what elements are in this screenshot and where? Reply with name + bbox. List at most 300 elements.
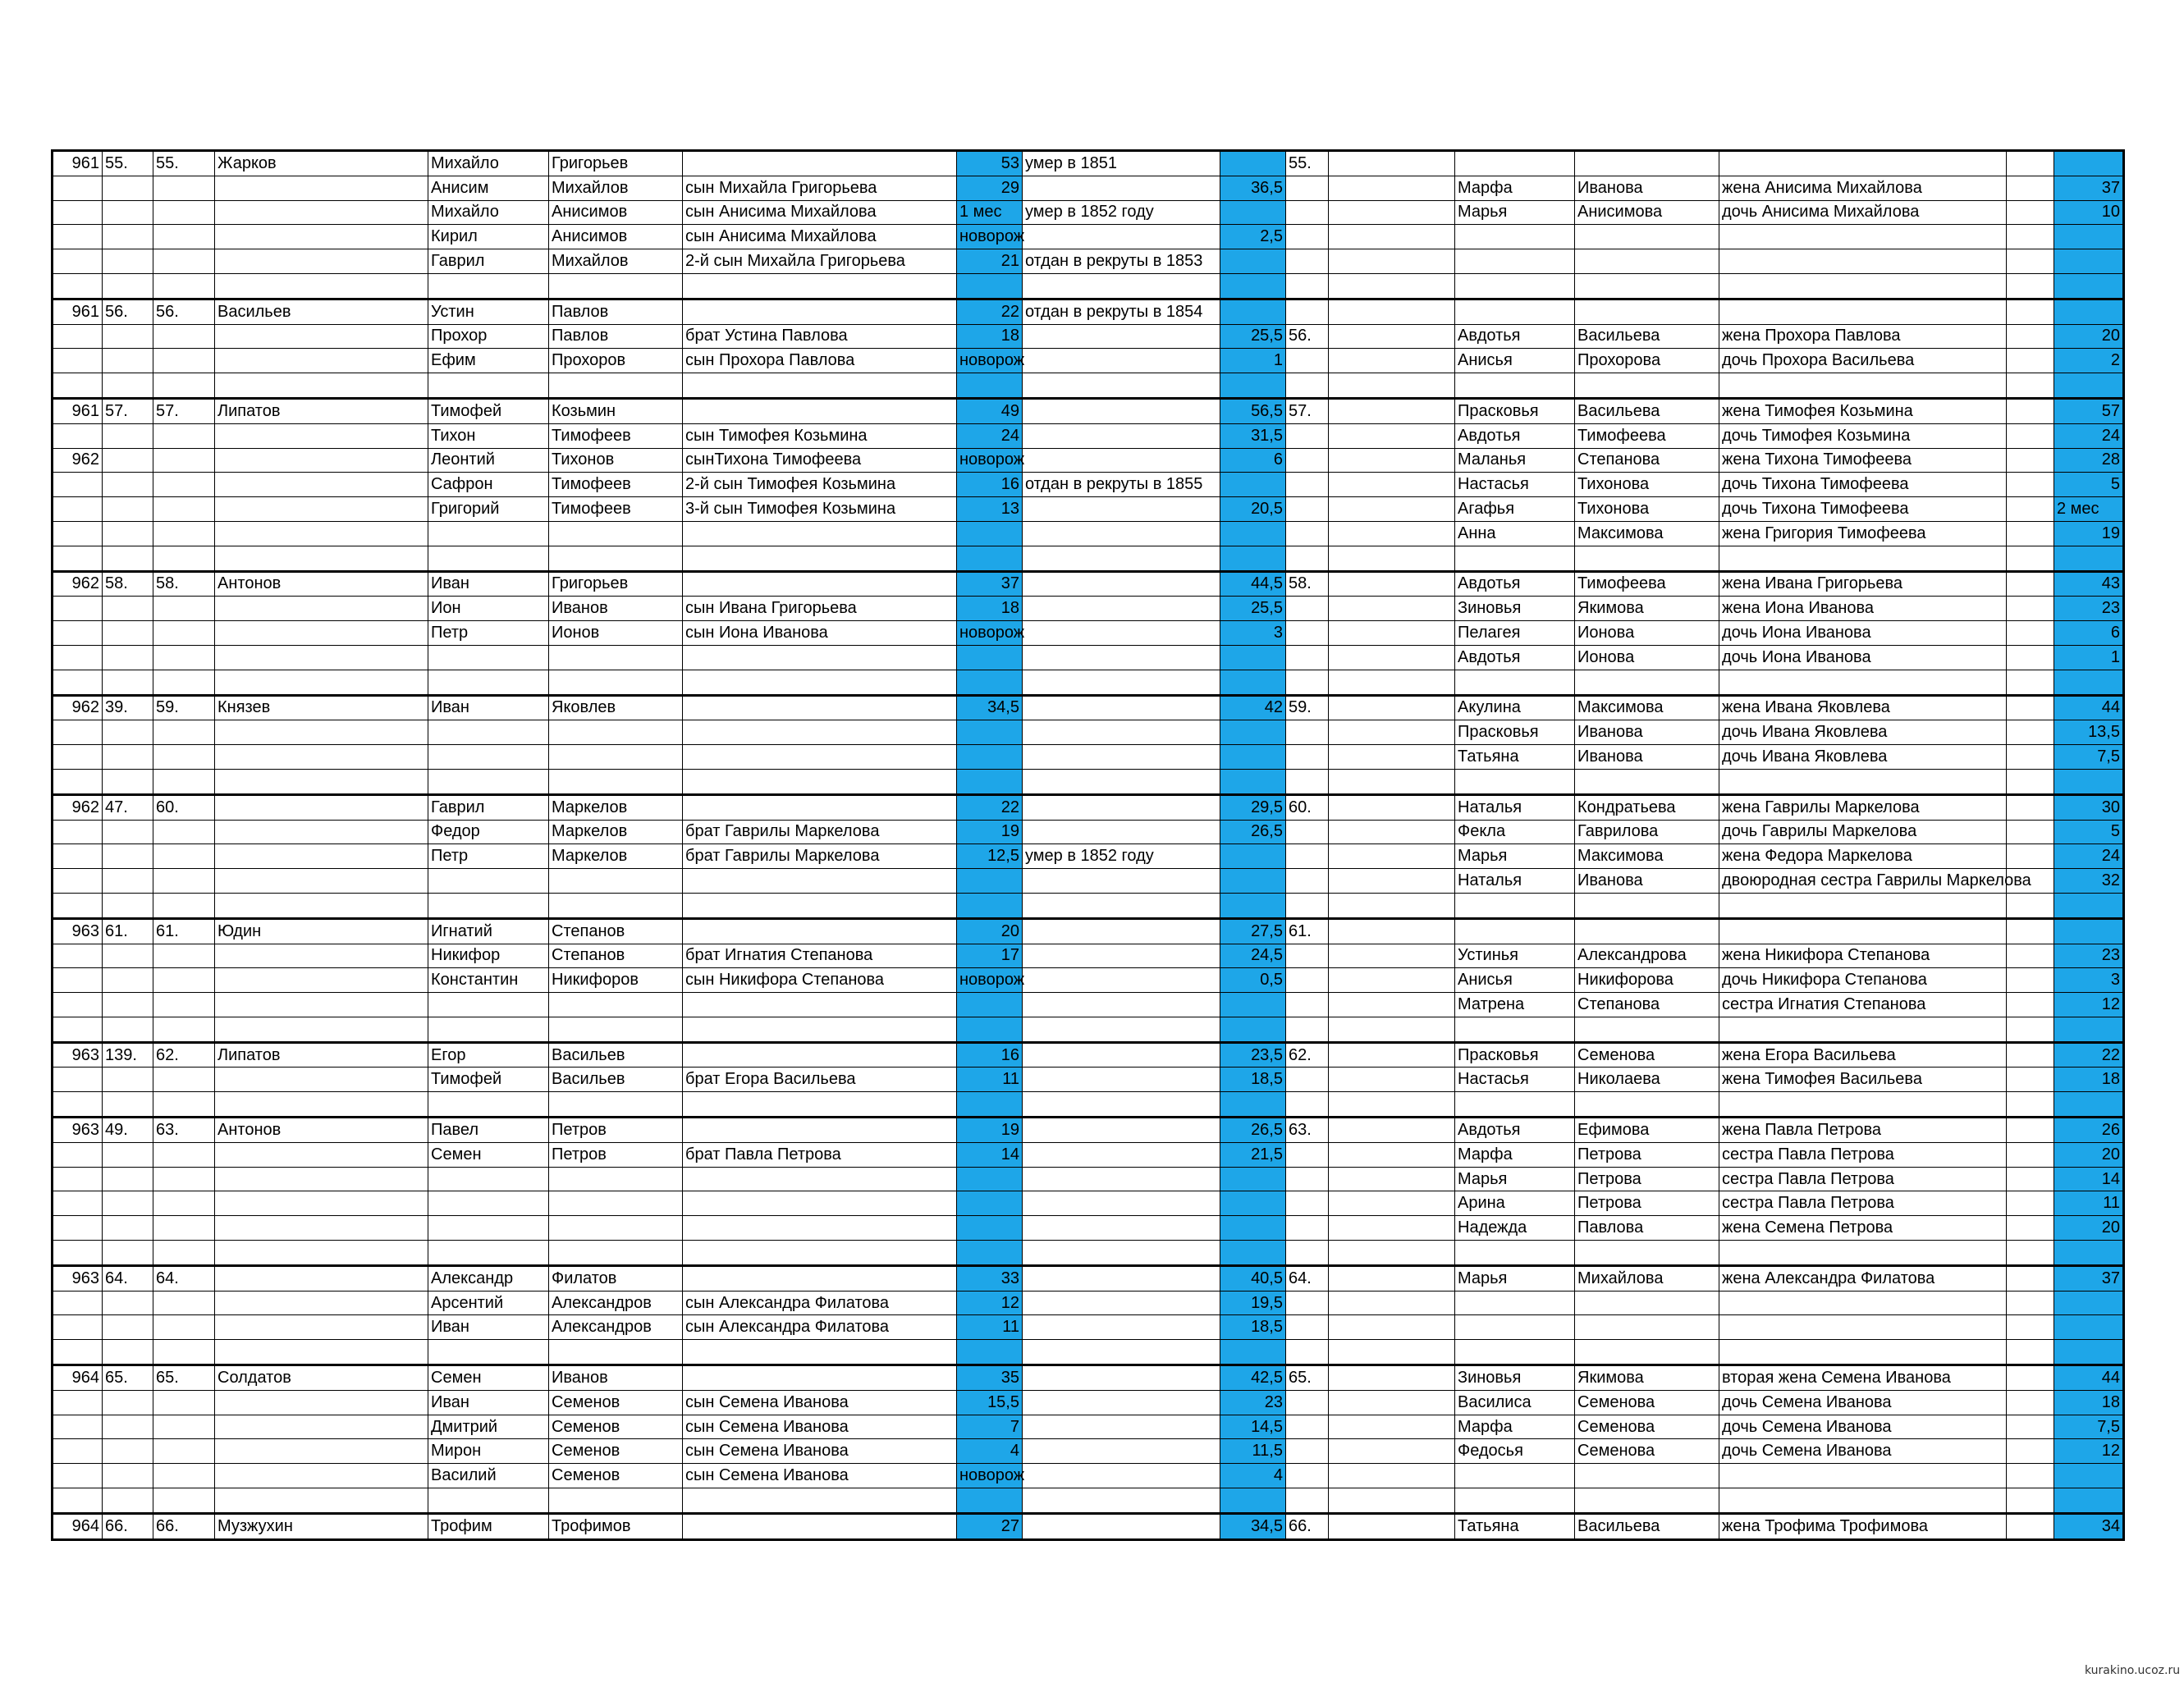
cell-old-household-number (103, 1464, 153, 1488)
cell-old-household-number: 64. (103, 1265, 153, 1291)
cell-female-first-name (1455, 546, 1575, 571)
cell-sheet-number (53, 1092, 103, 1118)
cell-male-age-1850 (957, 769, 1023, 794)
cell-male-age-1858: 14,5 (1220, 1415, 1286, 1439)
cell-spacer-2 (2007, 794, 2054, 820)
cell-old-household-number (103, 273, 153, 299)
cell-household-number (153, 1464, 215, 1488)
cell-female-patronymic (1575, 918, 1719, 944)
cell-old-household-number (103, 448, 153, 473)
cell-male-age-1850: 22 (957, 794, 1023, 820)
cell-household-number-1858 (1286, 1291, 1329, 1315)
cell-female-patronymic: Тихонова (1575, 497, 1719, 522)
cell-spacer-2 (2007, 151, 2054, 176)
cell-female-first-name: Марья (1455, 1265, 1575, 1291)
table-row (53, 1291, 2124, 1315)
cell-male-first-name: Федор (428, 820, 549, 844)
cell-spacer-2 (2007, 324, 2054, 349)
cell-female-patronymic (1575, 273, 1719, 299)
cell-male-age-1850: новорож (957, 1464, 1023, 1488)
cell-old-household-number: 58. (103, 571, 153, 597)
cell-male-relation: сын Анисима Михайлова (683, 200, 957, 225)
table-row (53, 1415, 2124, 1439)
cell-female-relation (1719, 1488, 2007, 1514)
cell-male-first-name (428, 1340, 549, 1365)
cell-male-first-name: Анисим (428, 176, 549, 200)
cell-female-relation (1719, 546, 2007, 571)
cell-household-number (153, 893, 215, 918)
cell-female-relation: дочь Прохора Васильева (1719, 349, 2007, 373)
cell-male-age-1858: 19,5 (1220, 1291, 1286, 1315)
cell-male-first-name: Устин (428, 299, 549, 324)
cell-female-first-name: Наталья (1455, 869, 1575, 894)
cell-male-first-name: Петр (428, 844, 549, 869)
cell-male-age-1850: 20 (957, 918, 1023, 944)
cell-female-age-1858: 6 (2054, 621, 2124, 646)
cell-old-household-number (103, 324, 153, 349)
cell-male-note (1023, 769, 1220, 794)
cell-male-note (1023, 1092, 1220, 1118)
cell-female-age-1858 (2054, 918, 2124, 944)
cell-female-age-1858: 44 (2054, 695, 2124, 720)
cell-male-relation (683, 1488, 957, 1514)
cell-male-first-name: Кирил (428, 225, 549, 249)
cell-male-age-1850: 18 (957, 324, 1023, 349)
cell-spacer (1329, 918, 1455, 944)
cell-male-patronymic (549, 521, 683, 546)
cell-spacer (1329, 176, 1455, 200)
cell-female-first-name: Марфа (1455, 1142, 1575, 1167)
cell-male-patronymic (549, 769, 683, 794)
cell-male-first-name: Мирон (428, 1439, 549, 1464)
cell-household-number-1858 (1286, 944, 1329, 968)
cell-male-relation: сын Александра Филатова (683, 1315, 957, 1340)
table-row (53, 1142, 2124, 1167)
cell-male-first-name: Тимофей (428, 398, 549, 423)
cell-male-age-1858 (1220, 521, 1286, 546)
cell-household-number (153, 423, 215, 448)
cell-male-patronymic: Павлов (549, 299, 683, 324)
cell-spacer-2 (2007, 448, 2054, 473)
cell-old-household-number (103, 745, 153, 770)
cell-household-number-1858 (1286, 1216, 1329, 1241)
cell-spacer-2 (2007, 1488, 2054, 1514)
cell-female-age-1858 (2054, 1488, 2124, 1514)
cell-male-note (1023, 820, 1220, 844)
cell-male-age-1850: новорож (957, 448, 1023, 473)
cell-male-note (1023, 745, 1220, 770)
cell-spacer (1329, 1142, 1455, 1167)
cell-male-note (1023, 225, 1220, 249)
cell-female-first-name: Матрена (1455, 993, 1575, 1017)
table-row (53, 1488, 2124, 1514)
cell-surname (215, 968, 428, 993)
cell-household-number-1858 (1286, 423, 1329, 448)
cell-surname (215, 448, 428, 473)
cell-female-age-1858: 7,5 (2054, 1415, 2124, 1439)
cell-female-relation: жена Александра Филатова (1719, 1265, 2007, 1291)
cell-old-household-number (103, 1291, 153, 1315)
cell-sheet-number: 961 (53, 398, 103, 423)
cell-spacer (1329, 324, 1455, 349)
cell-male-age-1858 (1220, 645, 1286, 670)
cell-spacer-2 (2007, 893, 2054, 918)
cell-household-number-1858 (1286, 893, 1329, 918)
cell-male-relation (683, 695, 957, 720)
cell-male-patronymic: Павлов (549, 324, 683, 349)
cell-male-relation: сын Александра Филатова (683, 1291, 957, 1315)
cell-old-household-number (103, 373, 153, 399)
cell-female-age-1858 (2054, 1291, 2124, 1315)
cell-old-household-number (103, 670, 153, 695)
cell-female-patronymic: Иванова (1575, 720, 1719, 745)
cell-female-first-name: Авдотья (1455, 571, 1575, 597)
table-row (53, 249, 2124, 274)
cell-female-relation (1719, 1291, 2007, 1315)
cell-male-relation: сын Тимофея Козьмина (683, 423, 957, 448)
cell-surname: Липатов (215, 398, 428, 423)
cell-household-number-1858: 56. (1286, 324, 1329, 349)
cell-female-first-name (1455, 273, 1575, 299)
cell-male-note (1023, 1216, 1220, 1241)
cell-male-patronymic (549, 745, 683, 770)
cell-old-household-number (103, 1390, 153, 1415)
cell-male-age-1850 (957, 720, 1023, 745)
cell-male-age-1858 (1220, 1241, 1286, 1266)
cell-sheet-number (53, 349, 103, 373)
cell-old-household-number (103, 769, 153, 794)
cell-household-number (153, 820, 215, 844)
cell-spacer (1329, 225, 1455, 249)
cell-household-number (153, 1315, 215, 1340)
cell-spacer (1329, 1068, 1455, 1092)
cell-female-patronymic (1575, 1315, 1719, 1340)
cell-male-patronymic (549, 1340, 683, 1365)
cell-female-age-1858 (2054, 373, 2124, 399)
cell-spacer (1329, 1513, 1455, 1539)
cell-female-first-name (1455, 1017, 1575, 1042)
cell-female-first-name: Татьяна (1455, 745, 1575, 770)
cell-male-note (1023, 720, 1220, 745)
cell-household-number-1858: 61. (1286, 918, 1329, 944)
cell-spacer (1329, 1216, 1455, 1241)
cell-male-patronymic: Васильев (549, 1068, 683, 1092)
cell-male-relation (683, 1241, 957, 1266)
cell-female-first-name: Прасковья (1455, 720, 1575, 745)
cell-male-patronymic (549, 1191, 683, 1216)
cell-male-age-1850 (957, 745, 1023, 770)
cell-female-patronymic: Иванова (1575, 869, 1719, 894)
cell-male-note (1023, 1118, 1220, 1143)
table-row (53, 769, 2124, 794)
cell-male-relation (683, 1216, 957, 1241)
cell-household-number-1858 (1286, 1340, 1329, 1365)
cell-female-relation: жена Прохора Павлова (1719, 324, 2007, 349)
cell-household-number-1858 (1286, 225, 1329, 249)
cell-female-age-1858 (2054, 1092, 2124, 1118)
cell-female-relation: сестра Игнатия Степанова (1719, 993, 2007, 1017)
cell-female-first-name: Федосья (1455, 1439, 1575, 1464)
cell-spacer-2 (2007, 1464, 2054, 1488)
cell-old-household-number (103, 497, 153, 522)
cell-female-patronymic: Николаева (1575, 1068, 1719, 1092)
cell-male-relation (683, 521, 957, 546)
cell-sheet-number (53, 1068, 103, 1092)
cell-female-first-name: Авдотья (1455, 645, 1575, 670)
cell-spacer-2 (2007, 1042, 2054, 1068)
cell-male-relation (683, 993, 957, 1017)
cell-male-age-1858: 25,5 (1220, 597, 1286, 621)
cell-male-first-name: Иван (428, 1315, 549, 1340)
cell-male-first-name (428, 1191, 549, 1216)
cell-female-age-1858 (2054, 670, 2124, 695)
cell-male-patronymic: Семенов (549, 1415, 683, 1439)
cell-surname (215, 869, 428, 894)
cell-male-patronymic: Семенов (549, 1439, 683, 1464)
cell-male-first-name (428, 521, 549, 546)
cell-female-age-1858: 3 (2054, 968, 2124, 993)
cell-female-relation: сестра Павла Петрова (1719, 1142, 2007, 1167)
cell-male-relation (683, 571, 957, 597)
cell-female-first-name: Марья (1455, 844, 1575, 869)
cell-female-first-name: Наталья (1455, 794, 1575, 820)
cell-old-household-number (103, 1092, 153, 1118)
cell-female-patronymic: Тимофеева (1575, 423, 1719, 448)
cell-female-relation: жена Григория Тимофеева (1719, 521, 2007, 546)
cell-household-number (153, 645, 215, 670)
cell-sheet-number: 963 (53, 1265, 103, 1291)
cell-spacer (1329, 1291, 1455, 1315)
cell-spacer-2 (2007, 820, 2054, 844)
cell-surname (215, 597, 428, 621)
cell-spacer-2 (2007, 1068, 2054, 1092)
cell-household-number (153, 473, 215, 497)
cell-male-patronymic: Александров (549, 1315, 683, 1340)
cell-male-relation: брат Павла Петрова (683, 1142, 957, 1167)
cell-male-relation: сын Семена Иванова (683, 1464, 957, 1488)
cell-female-patronymic: Семенова (1575, 1439, 1719, 1464)
cell-sheet-number (53, 176, 103, 200)
cell-male-first-name: Иван (428, 1390, 549, 1415)
cell-spacer (1329, 1265, 1455, 1291)
cell-household-number (153, 1068, 215, 1092)
cell-sheet-number: 962 (53, 794, 103, 820)
cell-female-relation (1719, 1017, 2007, 1042)
cell-female-patronymic (1575, 1017, 1719, 1042)
cell-male-age-1858 (1220, 1092, 1286, 1118)
cell-male-first-name (428, 670, 549, 695)
cell-surname (215, 497, 428, 522)
cell-male-first-name: Александр (428, 1265, 549, 1291)
cell-female-first-name (1455, 373, 1575, 399)
cell-female-patronymic (1575, 225, 1719, 249)
cell-spacer (1329, 1439, 1455, 1464)
cell-old-household-number (103, 844, 153, 869)
cell-male-patronymic: Маркелов (549, 820, 683, 844)
cell-male-patronymic (549, 373, 683, 399)
cell-old-household-number (103, 1488, 153, 1514)
cell-male-note (1023, 423, 1220, 448)
cell-male-patronymic (549, 993, 683, 1017)
cell-male-note (1023, 670, 1220, 695)
cell-old-household-number (103, 1142, 153, 1167)
cell-male-relation: брат Егора Васильева (683, 1068, 957, 1092)
cell-sheet-number (53, 769, 103, 794)
cell-female-age-1858: 18 (2054, 1390, 2124, 1415)
cell-male-age-1850 (957, 869, 1023, 894)
cell-sheet-number (53, 621, 103, 646)
cell-male-first-name (428, 993, 549, 1017)
cell-male-age-1858 (1220, 299, 1286, 324)
cell-female-relation: жена Тимофея Васильева (1719, 1068, 2007, 1092)
cell-female-age-1858 (2054, 546, 2124, 571)
cell-household-number (153, 1390, 215, 1415)
cell-female-age-1858: 18 (2054, 1068, 2124, 1092)
cell-sheet-number (53, 893, 103, 918)
cell-male-age-1850 (957, 521, 1023, 546)
cell-female-patronymic (1575, 151, 1719, 176)
cell-male-first-name (428, 1092, 549, 1118)
table-row (53, 349, 2124, 373)
cell-male-first-name: Иван (428, 695, 549, 720)
cell-household-number-1858 (1286, 1439, 1329, 1464)
cell-female-relation: жена Семена Петрова (1719, 1216, 2007, 1241)
cell-old-household-number (103, 1216, 153, 1241)
cell-female-age-1858: 20 (2054, 1142, 2124, 1167)
cell-household-number (153, 670, 215, 695)
cell-male-age-1850: 34,5 (957, 695, 1023, 720)
cell-female-first-name: Настасья (1455, 1068, 1575, 1092)
cell-old-household-number (103, 249, 153, 274)
table-row (53, 473, 2124, 497)
cell-male-age-1858 (1220, 993, 1286, 1017)
cell-household-number-1858 (1286, 968, 1329, 993)
cell-household-number (153, 1191, 215, 1216)
cell-male-patronymic (549, 546, 683, 571)
cell-male-age-1850: 24 (957, 423, 1023, 448)
site-watermark: kurakino.ucoz.ru (2085, 1664, 2181, 1677)
cell-female-relation (1719, 670, 2007, 695)
table-row (53, 1118, 2124, 1143)
cell-spacer-2 (2007, 1241, 2054, 1266)
cell-male-patronymic: Трофимов (549, 1513, 683, 1539)
cell-surname (215, 273, 428, 299)
cell-female-age-1858: 22 (2054, 1042, 2124, 1068)
cell-male-note (1023, 1068, 1220, 1092)
cell-surname (215, 473, 428, 497)
cell-female-age-1858 (2054, 893, 2124, 918)
cell-spacer-2 (2007, 645, 2054, 670)
cell-female-patronymic (1575, 1241, 1719, 1266)
cell-household-number: 60. (153, 794, 215, 820)
cell-male-first-name (428, 546, 549, 571)
cell-male-age-1858 (1220, 893, 1286, 918)
cell-male-patronymic: Васильев (549, 1042, 683, 1068)
cell-male-age-1850 (957, 546, 1023, 571)
cell-spacer-2 (2007, 1191, 2054, 1216)
cell-male-relation (683, 151, 957, 176)
table-row (53, 1365, 2124, 1391)
cell-spacer (1329, 151, 1455, 176)
cell-old-household-number (103, 546, 153, 571)
cell-sheet-number (53, 944, 103, 968)
cell-spacer-2 (2007, 745, 2054, 770)
cell-male-first-name (428, 273, 549, 299)
cell-spacer-2 (2007, 993, 2054, 1017)
cell-male-age-1850: 18 (957, 597, 1023, 621)
cell-surname (215, 1464, 428, 1488)
cell-male-first-name (428, 645, 549, 670)
cell-spacer (1329, 993, 1455, 1017)
cell-female-patronymic (1575, 1291, 1719, 1315)
cell-spacer (1329, 1191, 1455, 1216)
cell-old-household-number (103, 225, 153, 249)
cell-household-number-1858 (1286, 1068, 1329, 1092)
cell-female-first-name (1455, 1092, 1575, 1118)
cell-female-first-name: Анна (1455, 521, 1575, 546)
cell-sheet-number (53, 720, 103, 745)
cell-household-number (153, 225, 215, 249)
cell-old-household-number (103, 423, 153, 448)
cell-sheet-number (53, 546, 103, 571)
cell-male-patronymic: Александров (549, 1291, 683, 1315)
cell-male-note (1023, 1340, 1220, 1365)
cell-male-note (1023, 273, 1220, 299)
table-row (53, 993, 2124, 1017)
cell-household-number: 66. (153, 1513, 215, 1539)
cell-female-age-1858 (2054, 249, 2124, 274)
cell-sheet-number (53, 597, 103, 621)
cell-male-first-name: Павел (428, 1118, 549, 1143)
cell-old-household-number (103, 1017, 153, 1042)
cell-female-relation: дочь Иона Иванова (1719, 621, 2007, 646)
cell-male-patronymic (549, 1167, 683, 1191)
cell-male-patronymic: Семенов (549, 1390, 683, 1415)
cell-spacer (1329, 1340, 1455, 1365)
cell-male-patronymic: Тимофеев (549, 423, 683, 448)
table-row (53, 225, 2124, 249)
cell-surname (215, 844, 428, 869)
cell-female-age-1858 (2054, 273, 2124, 299)
table-row (53, 1439, 2124, 1464)
cell-male-patronymic: Степанов (549, 944, 683, 968)
cell-male-age-1850: 29 (957, 176, 1023, 200)
cell-household-number (153, 497, 215, 522)
table-row (53, 324, 2124, 349)
cell-spacer-2 (2007, 349, 2054, 373)
cell-spacer-2 (2007, 1118, 2054, 1143)
cell-male-age-1858 (1220, 869, 1286, 894)
cell-sheet-number: 964 (53, 1365, 103, 1391)
cell-male-age-1858: 6 (1220, 448, 1286, 473)
cell-old-household-number (103, 1167, 153, 1191)
cell-male-patronymic: Михайлов (549, 176, 683, 200)
cell-female-patronymic: Иванова (1575, 176, 1719, 200)
cell-female-age-1858: 30 (2054, 794, 2124, 820)
cell-male-note: отдан в рекруты в 1855 (1023, 473, 1220, 497)
cell-male-note (1023, 373, 1220, 399)
cell-female-relation: дочь Гаврилы Маркелова (1719, 820, 2007, 844)
cell-male-note: умер в 1851 (1023, 151, 1220, 176)
cell-spacer-2 (2007, 1315, 2054, 1340)
cell-spacer-2 (2007, 1513, 2054, 1539)
cell-surname (215, 1439, 428, 1464)
cell-female-first-name (1455, 893, 1575, 918)
cell-spacer-2 (2007, 423, 2054, 448)
cell-male-first-name: Гаврил (428, 794, 549, 820)
cell-male-age-1858 (1220, 1167, 1286, 1191)
cell-male-note (1023, 497, 1220, 522)
